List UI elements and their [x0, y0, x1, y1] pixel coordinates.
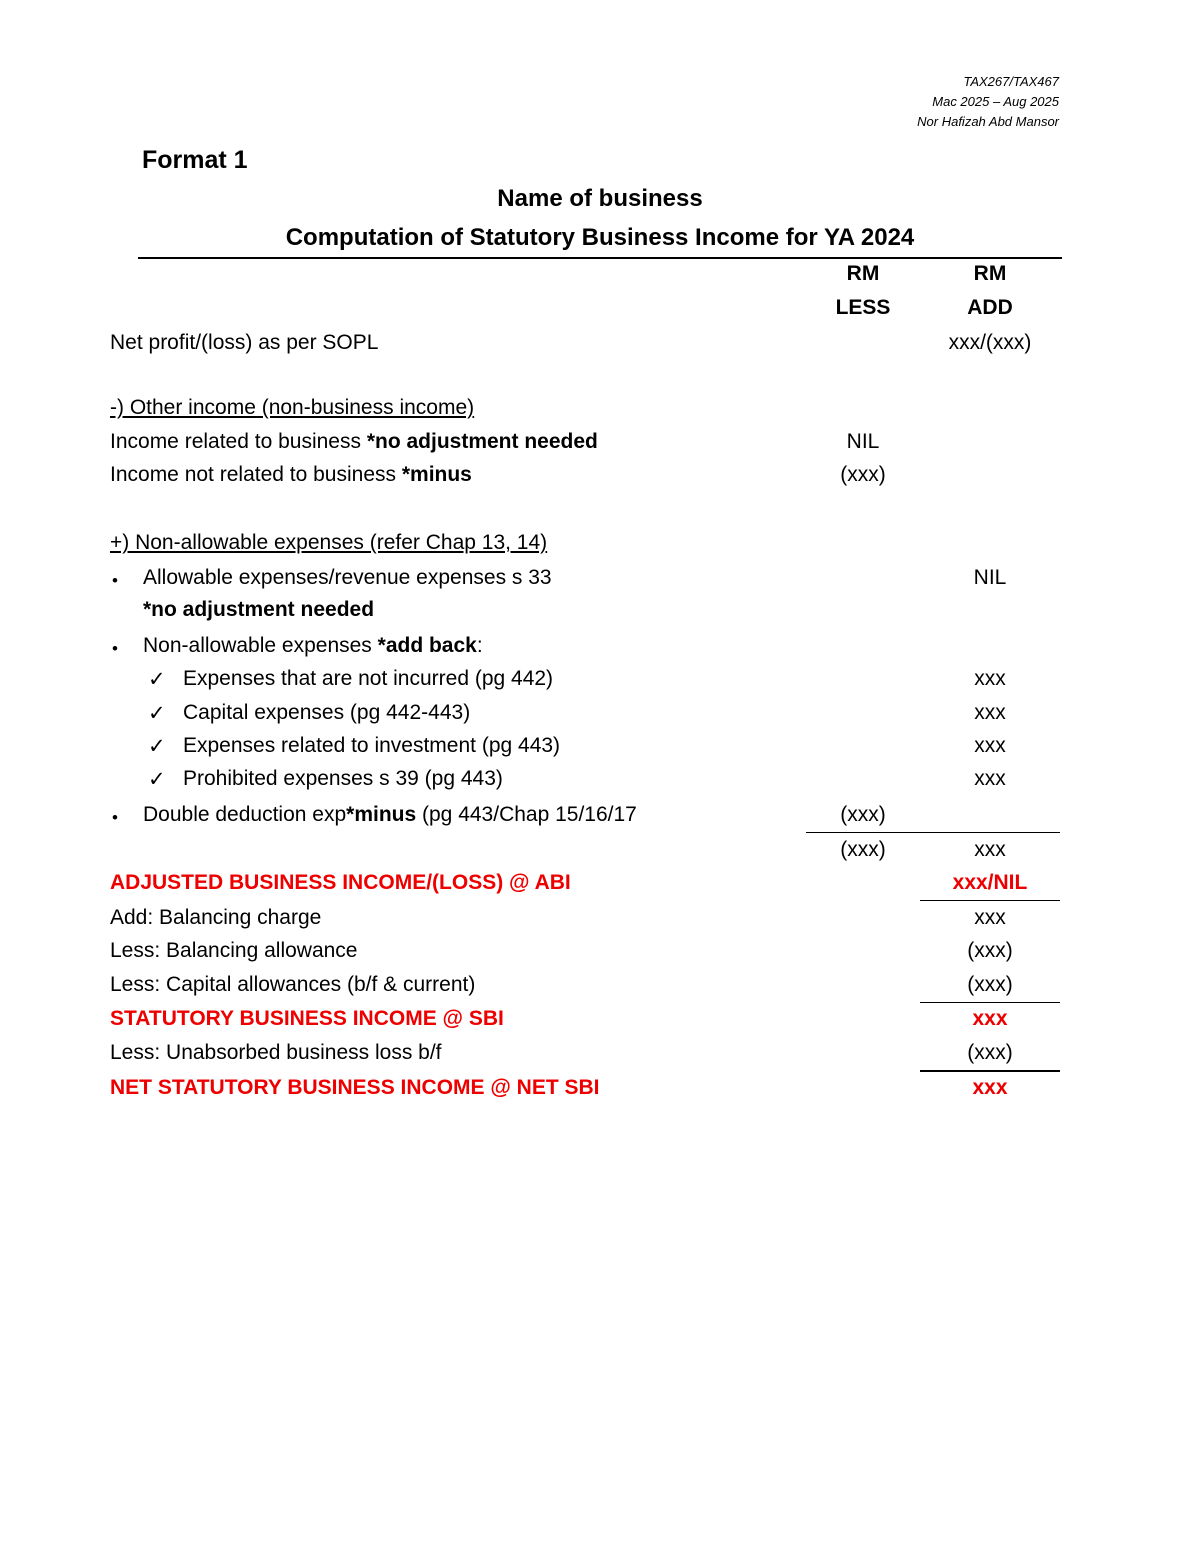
- prohibited-exp-row: [0, 767, 1200, 801]
- net-profit-row: [0, 331, 1200, 365]
- subtotal-add: xxx: [974, 838, 1006, 861]
- double-deduction-note: *minus: [346, 803, 417, 826]
- subtotal-row: [0, 838, 1200, 872]
- computation-title: Computation of Statutory Business Income for YA 2024: [285, 224, 915, 251]
- course-code: TAX267/TAX467: [963, 74, 1059, 89]
- bullet-icon: •: [112, 571, 118, 590]
- less-column-header: LESS: [835, 296, 891, 319]
- business-name-title: Name of business: [497, 185, 703, 212]
- prohibited-exp-label: Prohibited expenses s 39 (pg 443): [183, 767, 503, 790]
- subtotal-rule: [806, 832, 1060, 833]
- other-income-heading: -) Other income (non-business income): [110, 396, 475, 419]
- capital-allowances-add: (xxx): [967, 973, 1013, 996]
- nonallowable-heading: +) Non-allowable expenses (refer Chap 13, 14): [110, 531, 548, 554]
- lecturer-name: Nor Hafizah Abd Mansor: [917, 114, 1059, 129]
- other-income-heading-row: [0, 396, 1200, 430]
- column-header-row-2: [0, 296, 1200, 330]
- investment-exp-add: xxx: [974, 734, 1006, 757]
- check-icon: ✓: [148, 735, 166, 758]
- abi-label: ADJUSTED BUSINESS INCOME/(LOSS) @ ABI: [110, 871, 571, 894]
- income-not-related-less: (xxx): [840, 463, 886, 486]
- net-profit-label: Net profit/(loss) as per SOPL: [110, 331, 379, 354]
- capital-exp-add: xxx: [974, 701, 1006, 724]
- investment-exp-label: Expenses related to investment (pg 443): [183, 734, 561, 757]
- income-related-row: [0, 430, 1200, 464]
- prohibited-exp-add: xxx: [974, 767, 1006, 790]
- subtotal-less: (xxx): [840, 838, 886, 861]
- exp-not-incurred-row: [0, 667, 1200, 701]
- nonallowable-colon: :: [476, 634, 483, 657]
- sbi-value: xxx: [972, 1007, 1008, 1030]
- nonallowable-label: [143, 634, 483, 658]
- exp-not-incurred-add: xxx: [974, 667, 1006, 690]
- column-header-row-1: [0, 262, 1200, 296]
- double-deduction-text: Double deduction exp: [143, 803, 347, 826]
- unabsorbed-loss-label: Less: Unabsorbed business loss b/f: [110, 1041, 442, 1064]
- balancing-charge-label: Add: Balancing charge: [110, 906, 322, 929]
- abi-value: xxx/NIL: [952, 871, 1028, 894]
- semester: Mac 2025 – Aug 2025: [932, 94, 1059, 109]
- net-sbi-rule: [920, 1070, 1060, 1072]
- net-sbi-label: NET STATUTORY BUSINESS INCOME @ NET SBI: [110, 1076, 600, 1099]
- format-label: Format 1: [142, 146, 248, 174]
- nonallowable-row: [0, 634, 1200, 668]
- sbi-row: [0, 1007, 1200, 1041]
- income-related-text: Income related to business: [110, 430, 367, 453]
- allowable-note: *no adjustment needed: [143, 598, 375, 621]
- nonallowable-heading-row: [0, 531, 1200, 565]
- investment-exp-row: [0, 734, 1200, 768]
- balancing-charge-row: [0, 906, 1200, 940]
- check-icon: ✓: [148, 668, 166, 691]
- capital-exp-row: [0, 701, 1200, 735]
- net-profit-add: xxx/(xxx): [948, 331, 1032, 354]
- income-related-note: *no adjustment needed: [366, 430, 598, 453]
- balancing-allowance-add: (xxx): [967, 939, 1013, 962]
- allowable-add: NIL: [973, 566, 1007, 589]
- bullet-icon: •: [112, 639, 118, 658]
- net-sbi-value: xxx: [972, 1076, 1008, 1099]
- income-not-related-note: *minus: [401, 463, 472, 486]
- add-column-header: ADD: [967, 296, 1013, 319]
- income-related-less: NIL: [846, 430, 880, 453]
- sbi-rule: [920, 1002, 1060, 1003]
- double-deduction-ref: (pg 443/Chap 15/16/17: [416, 803, 637, 826]
- allowable-row: [0, 566, 1200, 600]
- income-not-related-text: Income not related to business: [110, 463, 402, 486]
- exp-not-incurred-label: Expenses that are not incurred (pg 442): [183, 667, 554, 690]
- balancing-allowance-label: Less: Balancing allowance: [110, 939, 358, 962]
- income-not-related-label: [110, 463, 472, 487]
- income-related-label: [110, 430, 598, 454]
- capital-allowances-label: Less: Capital allowances (b/f & current): [110, 973, 476, 996]
- unabsorbed-loss-add: (xxx): [967, 1041, 1013, 1064]
- capital-exp-label: Capital expenses (pg 442-443): [183, 701, 471, 724]
- balancing-charge-add: xxx: [974, 906, 1006, 929]
- nonallowable-note: *add back: [377, 634, 477, 657]
- less-currency-header: RM: [846, 262, 880, 285]
- abi-rule: [920, 900, 1060, 901]
- double-deduction-label: [143, 803, 637, 827]
- title-rule: [138, 257, 1062, 259]
- net-sbi-row: [0, 1076, 1200, 1110]
- allowable-note-row: [0, 598, 1200, 632]
- double-deduction-less: (xxx): [840, 803, 886, 826]
- allowable-label: Allowable expenses/revenue expenses s 33: [143, 566, 552, 589]
- sbi-label: STATUTORY BUSINESS INCOME @ SBI: [110, 1007, 504, 1030]
- add-currency-header: RM: [973, 262, 1007, 285]
- page-header: [917, 72, 1059, 132]
- check-icon: ✓: [148, 768, 166, 791]
- nonallowable-text: Non-allowable expenses: [143, 634, 378, 657]
- income-not-related-row: [0, 463, 1200, 497]
- balancing-allowance-row: [0, 939, 1200, 973]
- bullet-icon: •: [112, 808, 118, 827]
- check-icon: ✓: [148, 702, 166, 725]
